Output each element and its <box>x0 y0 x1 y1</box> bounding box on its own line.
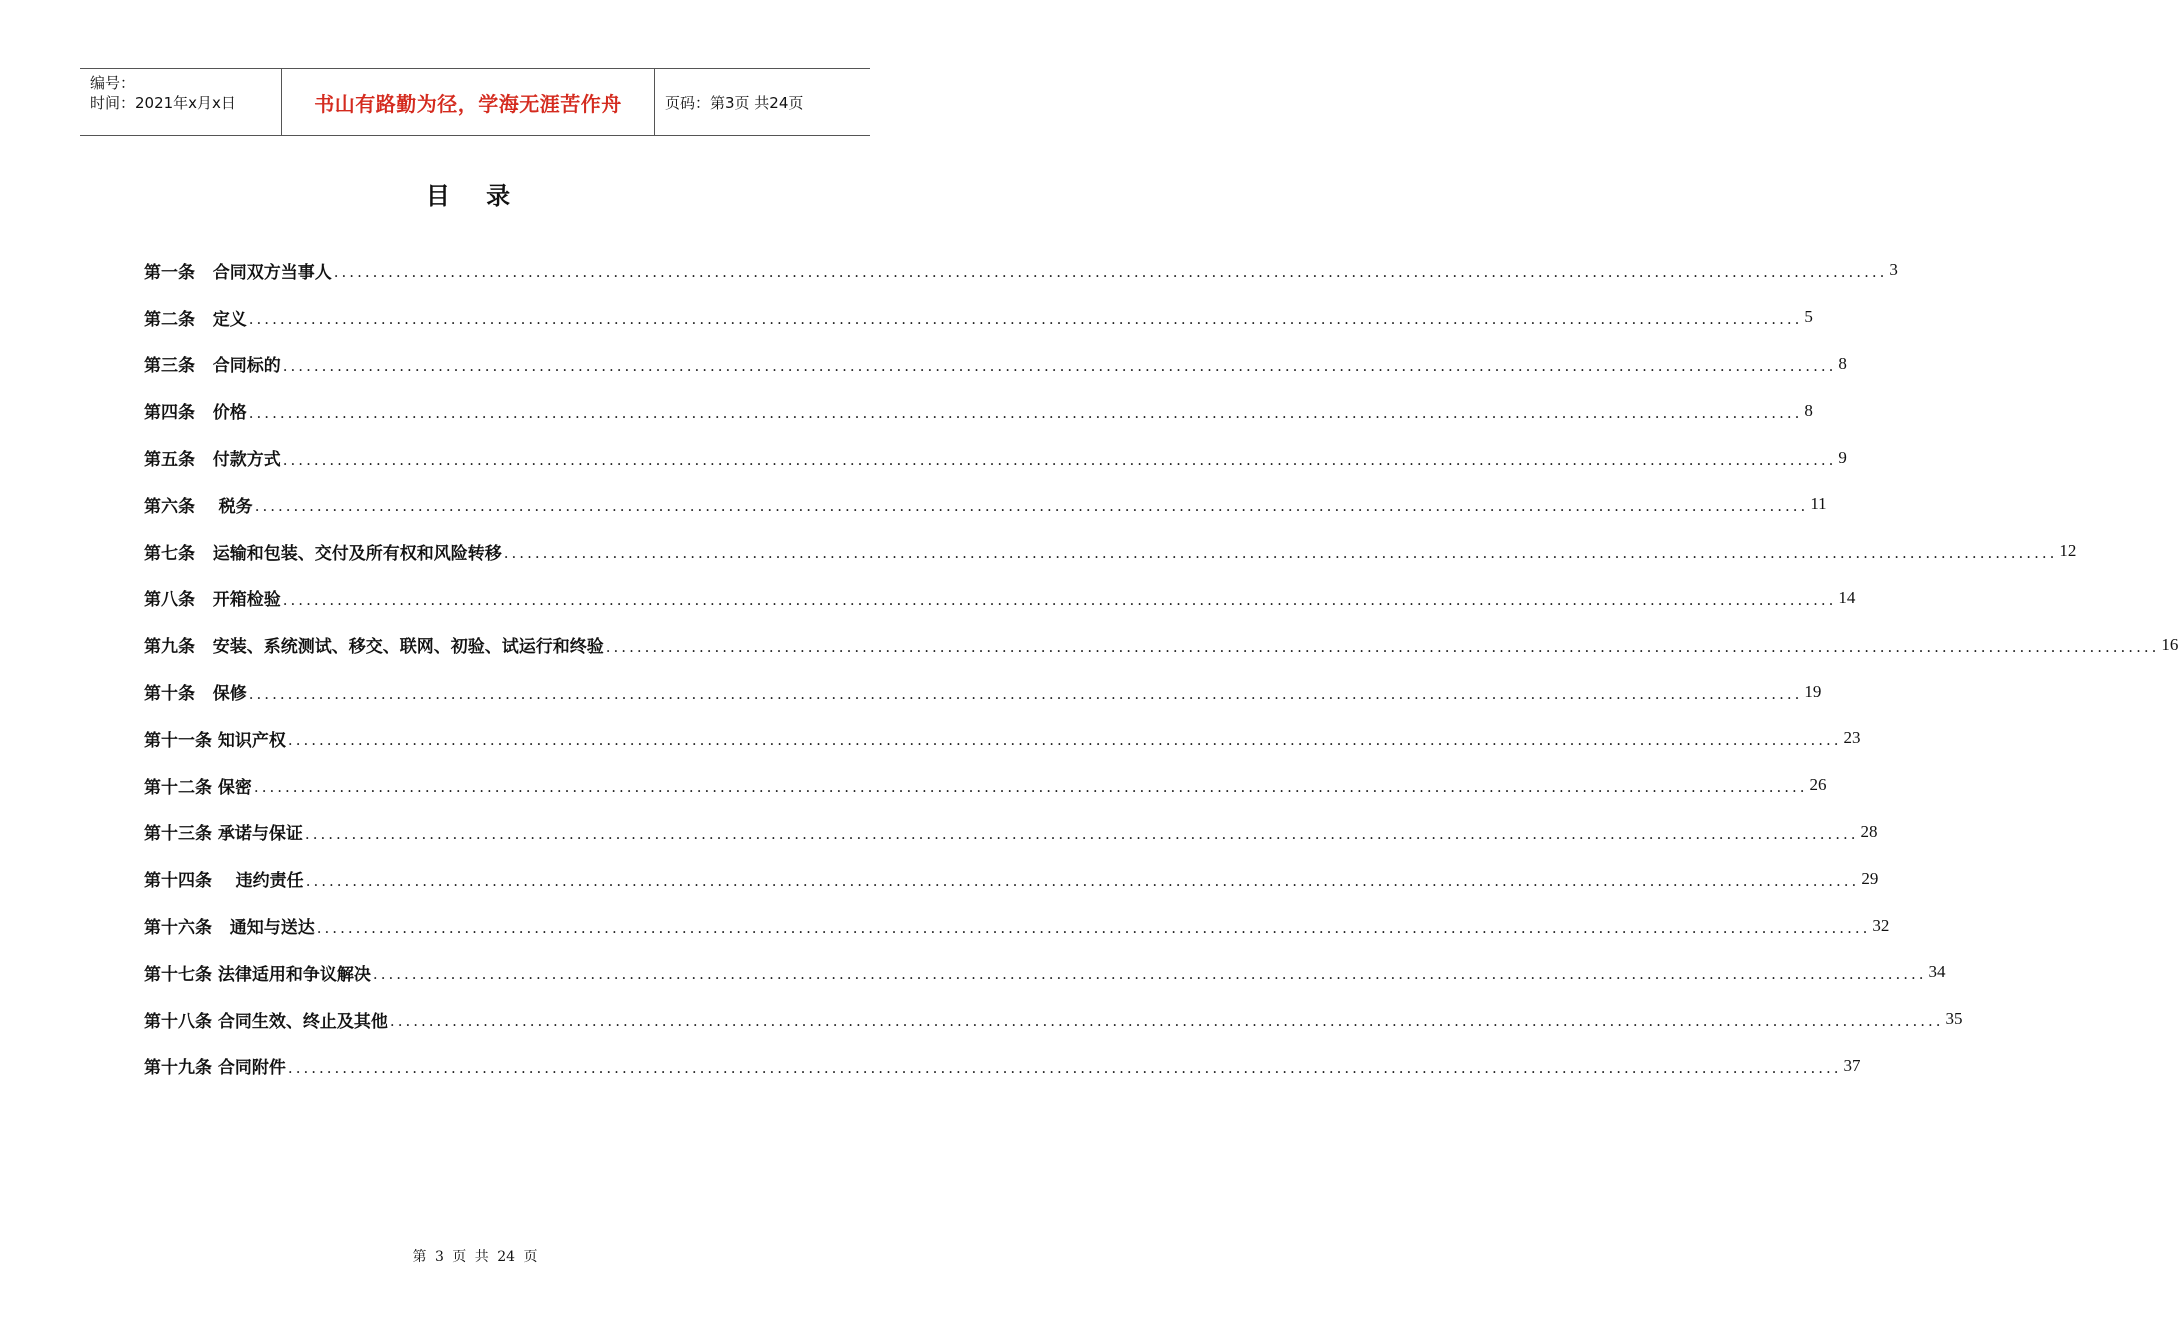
toc-entry-title: 第九条 安装、系统测试、移交、联网、初验、试运行和终验 <box>144 637 604 658</box>
toc-entry-page: 12 <box>2059 541 2077 561</box>
header-slogan: 书山有路勤为径，学海无涯苦作舟 <box>282 69 655 135</box>
toc-entry-title: 第十三条 承诺与保证 <box>144 824 303 845</box>
toc-entry[interactable] <box>144 387 1813 434</box>
toc-entry-page: 23 <box>1843 728 1861 748</box>
toc-entry-title: 第五条 付款方式 <box>144 450 281 471</box>
document-date: 时间：2021年x月x日 <box>90 94 236 112</box>
toc-leader-dots: ........................................................................................................................................................................................................ <box>282 450 1837 469</box>
toc-leader-dots: ........................................................................................................................................................................................................ <box>282 590 1837 609</box>
header-page-info: 页码：第3页 共24页 <box>665 93 804 112</box>
toc-leader-dots: ........................................................................................................................................................................................................ <box>304 824 1859 843</box>
toc-entry-title: 第八条 开箱检验 <box>144 590 281 611</box>
toc-entry-page: 11 <box>1810 494 1827 514</box>
toc-entry-page: 34 <box>1928 962 1946 982</box>
toc-leader-dots: ........................................................................................................................................................................................................ <box>305 871 1860 890</box>
toc-entry-page: 16 <box>2161 634 2178 654</box>
toc-leader-dots: ........................................................................................................................................................................................................ <box>253 778 1808 797</box>
document-number-label: 编号： <box>90 74 136 92</box>
toc-entry[interactable] <box>144 481 1827 528</box>
toc-entry-title: 第一条 合同双方当事人 <box>144 262 332 283</box>
toc-entry[interactable] <box>144 294 1813 341</box>
toc-leader-dots: ........................................................................................................................................................................................................ <box>248 310 1803 329</box>
toc-entry-title: 第十九条 合同附件 <box>144 1058 286 1079</box>
toc-leader-dots: ........................................................................................................................................................................................................ <box>503 544 2058 563</box>
toc-entry-title: 第六条 税务 <box>144 496 253 517</box>
toc-entry-page: 37 <box>1843 1055 1861 1075</box>
toc-entry[interactable] <box>144 762 1827 809</box>
toc-entry[interactable] <box>144 902 1890 949</box>
table-of-contents <box>144 247 2178 1089</box>
toc-entry[interactable] <box>144 528 2077 575</box>
toc-entry[interactable] <box>144 341 1847 388</box>
toc-leader-dots: ........................................................................................................................................................................................................ <box>248 684 1803 703</box>
toc-leader-dots: ........................................................................................................................................................................................................ <box>333 263 1888 282</box>
toc-entry-title: 第十条 保修 <box>144 684 247 705</box>
toc-entry-page: 9 <box>1838 447 1847 467</box>
toc-entry-title: 第十七条 法律适用和争议解决 <box>144 964 371 985</box>
toc-leader-dots: ........................................................................................................................................................................................................ <box>605 637 2160 656</box>
toc-entry-page: 29 <box>1861 868 1879 888</box>
toc-title: 目 录 <box>425 182 525 210</box>
toc-entry-title: 第二条 定义 <box>144 309 247 330</box>
toc-entry-page: 35 <box>1945 1009 1963 1029</box>
toc-leader-dots: ........................................................................................................................................................................................................ <box>282 356 1837 375</box>
toc-entry-page: 26 <box>1809 775 1827 795</box>
header-meta <box>80 69 282 135</box>
toc-entry-page: 14 <box>1838 587 1856 607</box>
toc-entry[interactable] <box>144 668 1822 715</box>
toc-entry-page: 8 <box>1838 353 1847 373</box>
page-footer: 第 3 页 共 24 页 <box>412 1249 538 1265</box>
toc-entry-page: 19 <box>1804 681 1822 701</box>
toc-entry[interactable] <box>144 855 1879 902</box>
toc-entry[interactable] <box>144 715 1861 762</box>
toc-leader-dots: ........................................................................................................................................................................................................ <box>254 497 1809 516</box>
page-header <box>80 68 870 136</box>
toc-entry-title: 第七条 运输和包装、交付及所有权和风险转移 <box>144 543 502 564</box>
toc-entry[interactable] <box>144 949 1946 996</box>
toc-leader-dots: ........................................................................................................................................................................................................ <box>372 965 1927 984</box>
toc-entry[interactable] <box>144 996 1963 1043</box>
toc-entry-title: 第十二条 保密 <box>144 777 252 798</box>
toc-entry[interactable] <box>144 621 2178 668</box>
toc-entry-title: 第三条 合同标的 <box>144 356 281 377</box>
toc-entry-title: 第四条 价格 <box>144 403 247 424</box>
toc-entry-title: 第十一条 知识产权 <box>144 730 286 751</box>
toc-leader-dots: ........................................................................................................................................................................................................ <box>287 1058 1842 1077</box>
toc-leader-dots: ........................................................................................................................................................................................................ <box>287 731 1842 750</box>
toc-entry-page: 3 <box>1889 260 1898 280</box>
toc-leader-dots: ........................................................................................................................................................................................................ <box>389 1012 1944 1031</box>
toc-entry[interactable] <box>144 575 1856 622</box>
toc-entry-title: 第十六条 通知与送达 <box>144 918 315 939</box>
toc-entry-title: 第十四条 违约责任 <box>144 871 304 892</box>
toc-leader-dots: ........................................................................................................................................................................................................ <box>248 403 1803 422</box>
toc-entry-page: 32 <box>1872 915 1890 935</box>
toc-entry[interactable] <box>144 247 1898 294</box>
toc-entry-page: 8 <box>1804 400 1813 420</box>
toc-entry[interactable] <box>144 434 1847 481</box>
toc-entry-title: 第十八条 合同生效、终止及其他 <box>144 1011 388 1032</box>
toc-entry-page: 28 <box>1860 821 1878 841</box>
toc-entry-page: 5 <box>1804 307 1813 327</box>
toc-entry[interactable] <box>144 1043 1861 1090</box>
toc-leader-dots: ........................................................................................................................................................................................................ <box>316 918 1871 937</box>
toc-entry[interactable] <box>144 809 1878 856</box>
